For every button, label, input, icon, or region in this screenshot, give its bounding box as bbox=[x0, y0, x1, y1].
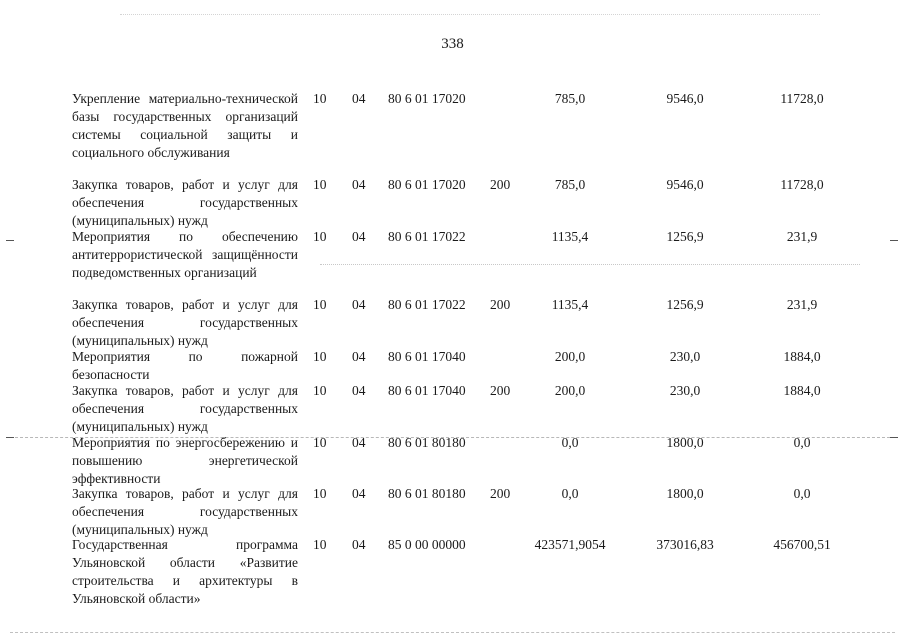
margin-tick bbox=[890, 437, 898, 438]
row-amount-2: 1256,9 bbox=[666, 229, 704, 244]
row-expense-type: 200 bbox=[490, 297, 511, 312]
row-description: Мероприятия по энергосбережению и повышению энергетической эффективности bbox=[72, 435, 298, 486]
row-amount-1: 1135,4 bbox=[551, 297, 589, 312]
row-amount-2: 230,0 bbox=[669, 349, 701, 364]
row-amount-1: 785,0 bbox=[554, 177, 586, 192]
scan-dash-line bbox=[10, 632, 895, 633]
row-amount-3: 1884,0 bbox=[783, 383, 821, 398]
row-description: Мероприятия по пожарной безопасности bbox=[72, 349, 298, 382]
row-amount-3: 1884,0 bbox=[783, 349, 821, 364]
row-target-article: 80 6 01 17040 bbox=[388, 383, 466, 398]
row-section: 10 bbox=[313, 297, 327, 312]
row-amount-2: 1800,0 bbox=[666, 435, 704, 450]
row-description: Государственная программа Ульяновской области «Развитие строительства и архитектуры в Ульяновской области» bbox=[72, 537, 298, 606]
row-target-article: 80 6 01 17022 bbox=[388, 229, 466, 244]
row-target-article: 85 0 00 00000 bbox=[388, 537, 466, 552]
row-description: Закупка товаров, работ и услуг для обеспечения государственных (муниципальных) нужд bbox=[72, 177, 298, 228]
row-target-article: 80 6 01 80180 bbox=[388, 435, 466, 450]
row-target-article: 80 6 01 17020 bbox=[388, 177, 466, 192]
row-amount-1: 0,0 bbox=[561, 486, 579, 501]
row-amount-3: 456700,51 bbox=[773, 537, 831, 552]
row-amount-2: 1800,0 bbox=[666, 486, 704, 501]
row-target-article: 80 6 01 17020 bbox=[388, 91, 466, 106]
row-amount-1: 785,0 bbox=[554, 91, 586, 106]
row-subsection: 04 bbox=[352, 91, 366, 106]
row-target-article: 80 6 01 80180 bbox=[388, 486, 466, 501]
row-description: Закупка товаров, работ и услуг для обеспечения государственных (муниципальных) нужд bbox=[72, 383, 298, 434]
row-subsection: 04 bbox=[352, 297, 366, 312]
row-amount-1: 200,0 bbox=[554, 349, 586, 364]
row-description: Закупка товаров, работ и услуг для обеспечения государственных (муниципальных) нужд bbox=[72, 486, 298, 537]
row-target-article: 80 6 01 17022 bbox=[388, 297, 466, 312]
row-amount-1: 200,0 bbox=[554, 383, 586, 398]
row-amount-3: 231,9 bbox=[786, 229, 818, 244]
row-amount-2: 230,0 bbox=[669, 383, 701, 398]
row-amount-3: 231,9 bbox=[786, 297, 818, 312]
row-section: 10 bbox=[313, 91, 327, 106]
row-amount-1: 0,0 bbox=[561, 435, 579, 450]
row-section: 10 bbox=[313, 177, 327, 192]
row-description: Мероприятия по обеспечению антитеррористической защищённости подведомственных организаций bbox=[72, 229, 298, 280]
scan-dash-line bbox=[120, 14, 820, 15]
row-target-article: 80 6 01 17040 bbox=[388, 349, 466, 364]
row-expense-type: 200 bbox=[490, 383, 511, 398]
margin-tick bbox=[890, 240, 898, 241]
row-section: 10 bbox=[313, 349, 327, 364]
row-subsection: 04 bbox=[352, 537, 366, 552]
row-subsection: 04 bbox=[352, 486, 366, 501]
row-expense-type: 200 bbox=[490, 177, 511, 192]
row-section: 10 bbox=[313, 435, 327, 450]
row-amount-1: 1135,4 bbox=[551, 229, 589, 244]
row-amount-2: 9546,0 bbox=[666, 91, 704, 106]
row-amount-2: 1256,9 bbox=[666, 297, 704, 312]
row-subsection: 04 bbox=[352, 177, 366, 192]
row-subsection: 04 bbox=[352, 229, 366, 244]
row-section: 10 bbox=[313, 383, 327, 398]
row-section: 10 bbox=[313, 229, 327, 244]
row-subsection: 04 bbox=[352, 349, 366, 364]
row-amount-3: 11728,0 bbox=[780, 91, 824, 106]
row-description: Закупка товаров, работ и услуг для обеспечения государственных (муниципальных) нужд bbox=[72, 297, 298, 348]
row-section: 10 bbox=[313, 537, 327, 552]
page-number: 338 bbox=[441, 36, 464, 52]
row-amount-3: 11728,0 bbox=[780, 177, 824, 192]
row-section: 10 bbox=[313, 486, 327, 501]
row-expense-type: 200 bbox=[490, 486, 511, 501]
row-amount-2: 373016,83 bbox=[656, 537, 714, 552]
row-amount-1: 423571,9054 bbox=[534, 537, 606, 552]
margin-tick bbox=[6, 437, 14, 438]
scan-dash-line bbox=[320, 264, 860, 265]
margin-tick bbox=[6, 240, 14, 241]
row-subsection: 04 bbox=[352, 435, 366, 450]
row-amount-2: 9546,0 bbox=[666, 177, 704, 192]
row-amount-3: 0,0 bbox=[793, 486, 811, 501]
row-description: Укрепление материально-технической базы государственных организаций системы социальной защиты и социального обслуживания bbox=[72, 91, 298, 160]
row-amount-3: 0,0 bbox=[793, 435, 811, 450]
row-subsection: 04 bbox=[352, 383, 366, 398]
